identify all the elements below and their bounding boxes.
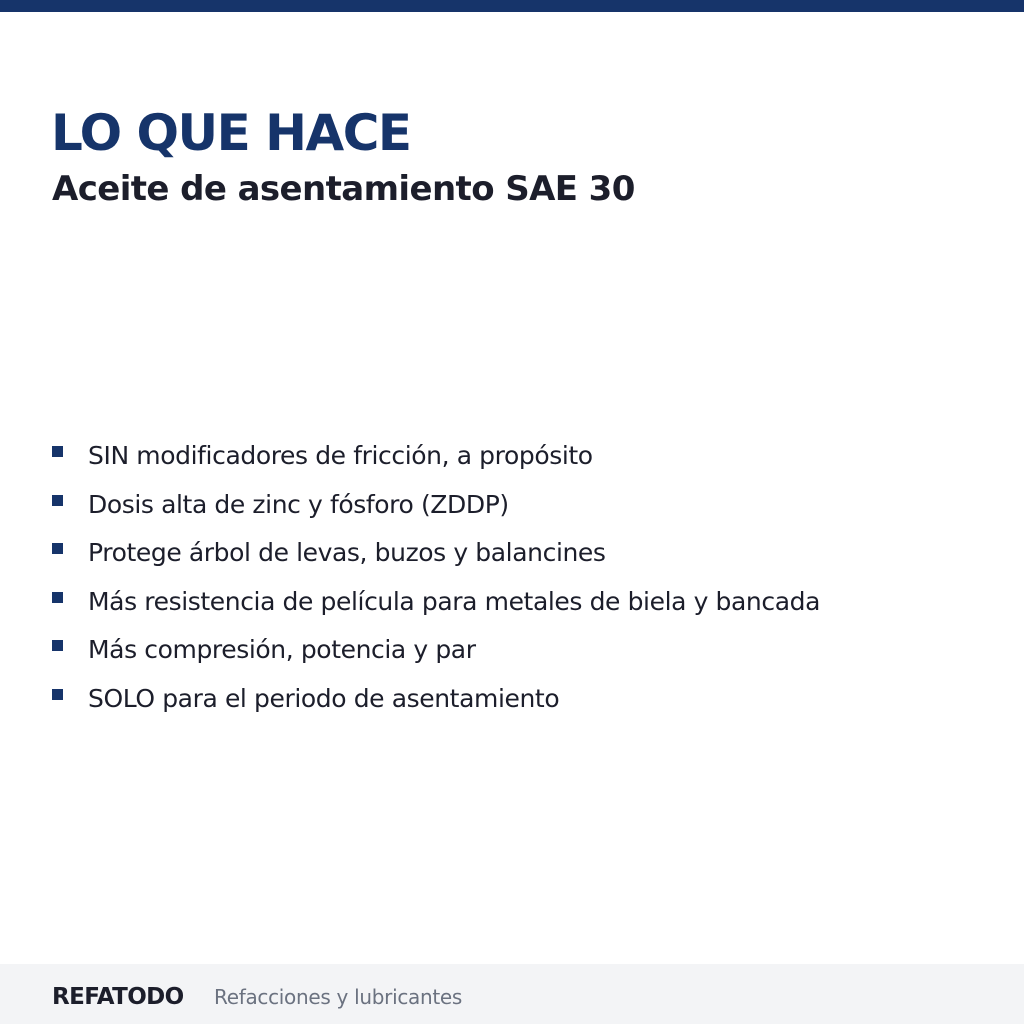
feature-item: [52, 626, 820, 675]
feature-list: [52, 432, 820, 724]
feature-text: Dosis alta de zinc y fósforo (ZDDP): [88, 489, 509, 519]
square-bullet-icon: [52, 543, 63, 554]
page-title: LO QUE HACE: [51, 104, 411, 162]
feature-text: Más compresión, potencia y par: [88, 635, 476, 665]
feature-text: Más resistencia de película para metales de biela y bancada: [88, 586, 821, 616]
square-bullet-icon: [52, 495, 63, 506]
feature-text: Protege árbol de levas, buzos y balancines: [88, 538, 606, 568]
square-bullet-icon: [52, 446, 63, 457]
page-subtitle: Aceite de asentamiento SAE 30: [52, 169, 635, 209]
feature-item: [52, 675, 820, 724]
feature-text: SIN modificadores de fricción, a propósito: [88, 441, 593, 470]
brand-name: REFATODO: [52, 984, 184, 1010]
feature-item: [52, 529, 820, 578]
square-bullet-icon: [52, 592, 63, 603]
top-accent-bar: [0, 0, 1024, 12]
brand-tagline: Refacciones y lubricantes: [214, 985, 463, 1009]
square-bullet-icon: [52, 689, 63, 700]
footer-bar: [0, 964, 1024, 1024]
feature-item: [52, 578, 820, 627]
feature-item: [52, 432, 820, 481]
feature-item: [52, 481, 820, 530]
square-bullet-icon: [52, 640, 63, 651]
feature-text: SOLO para el periodo de asentamiento: [88, 683, 560, 713]
